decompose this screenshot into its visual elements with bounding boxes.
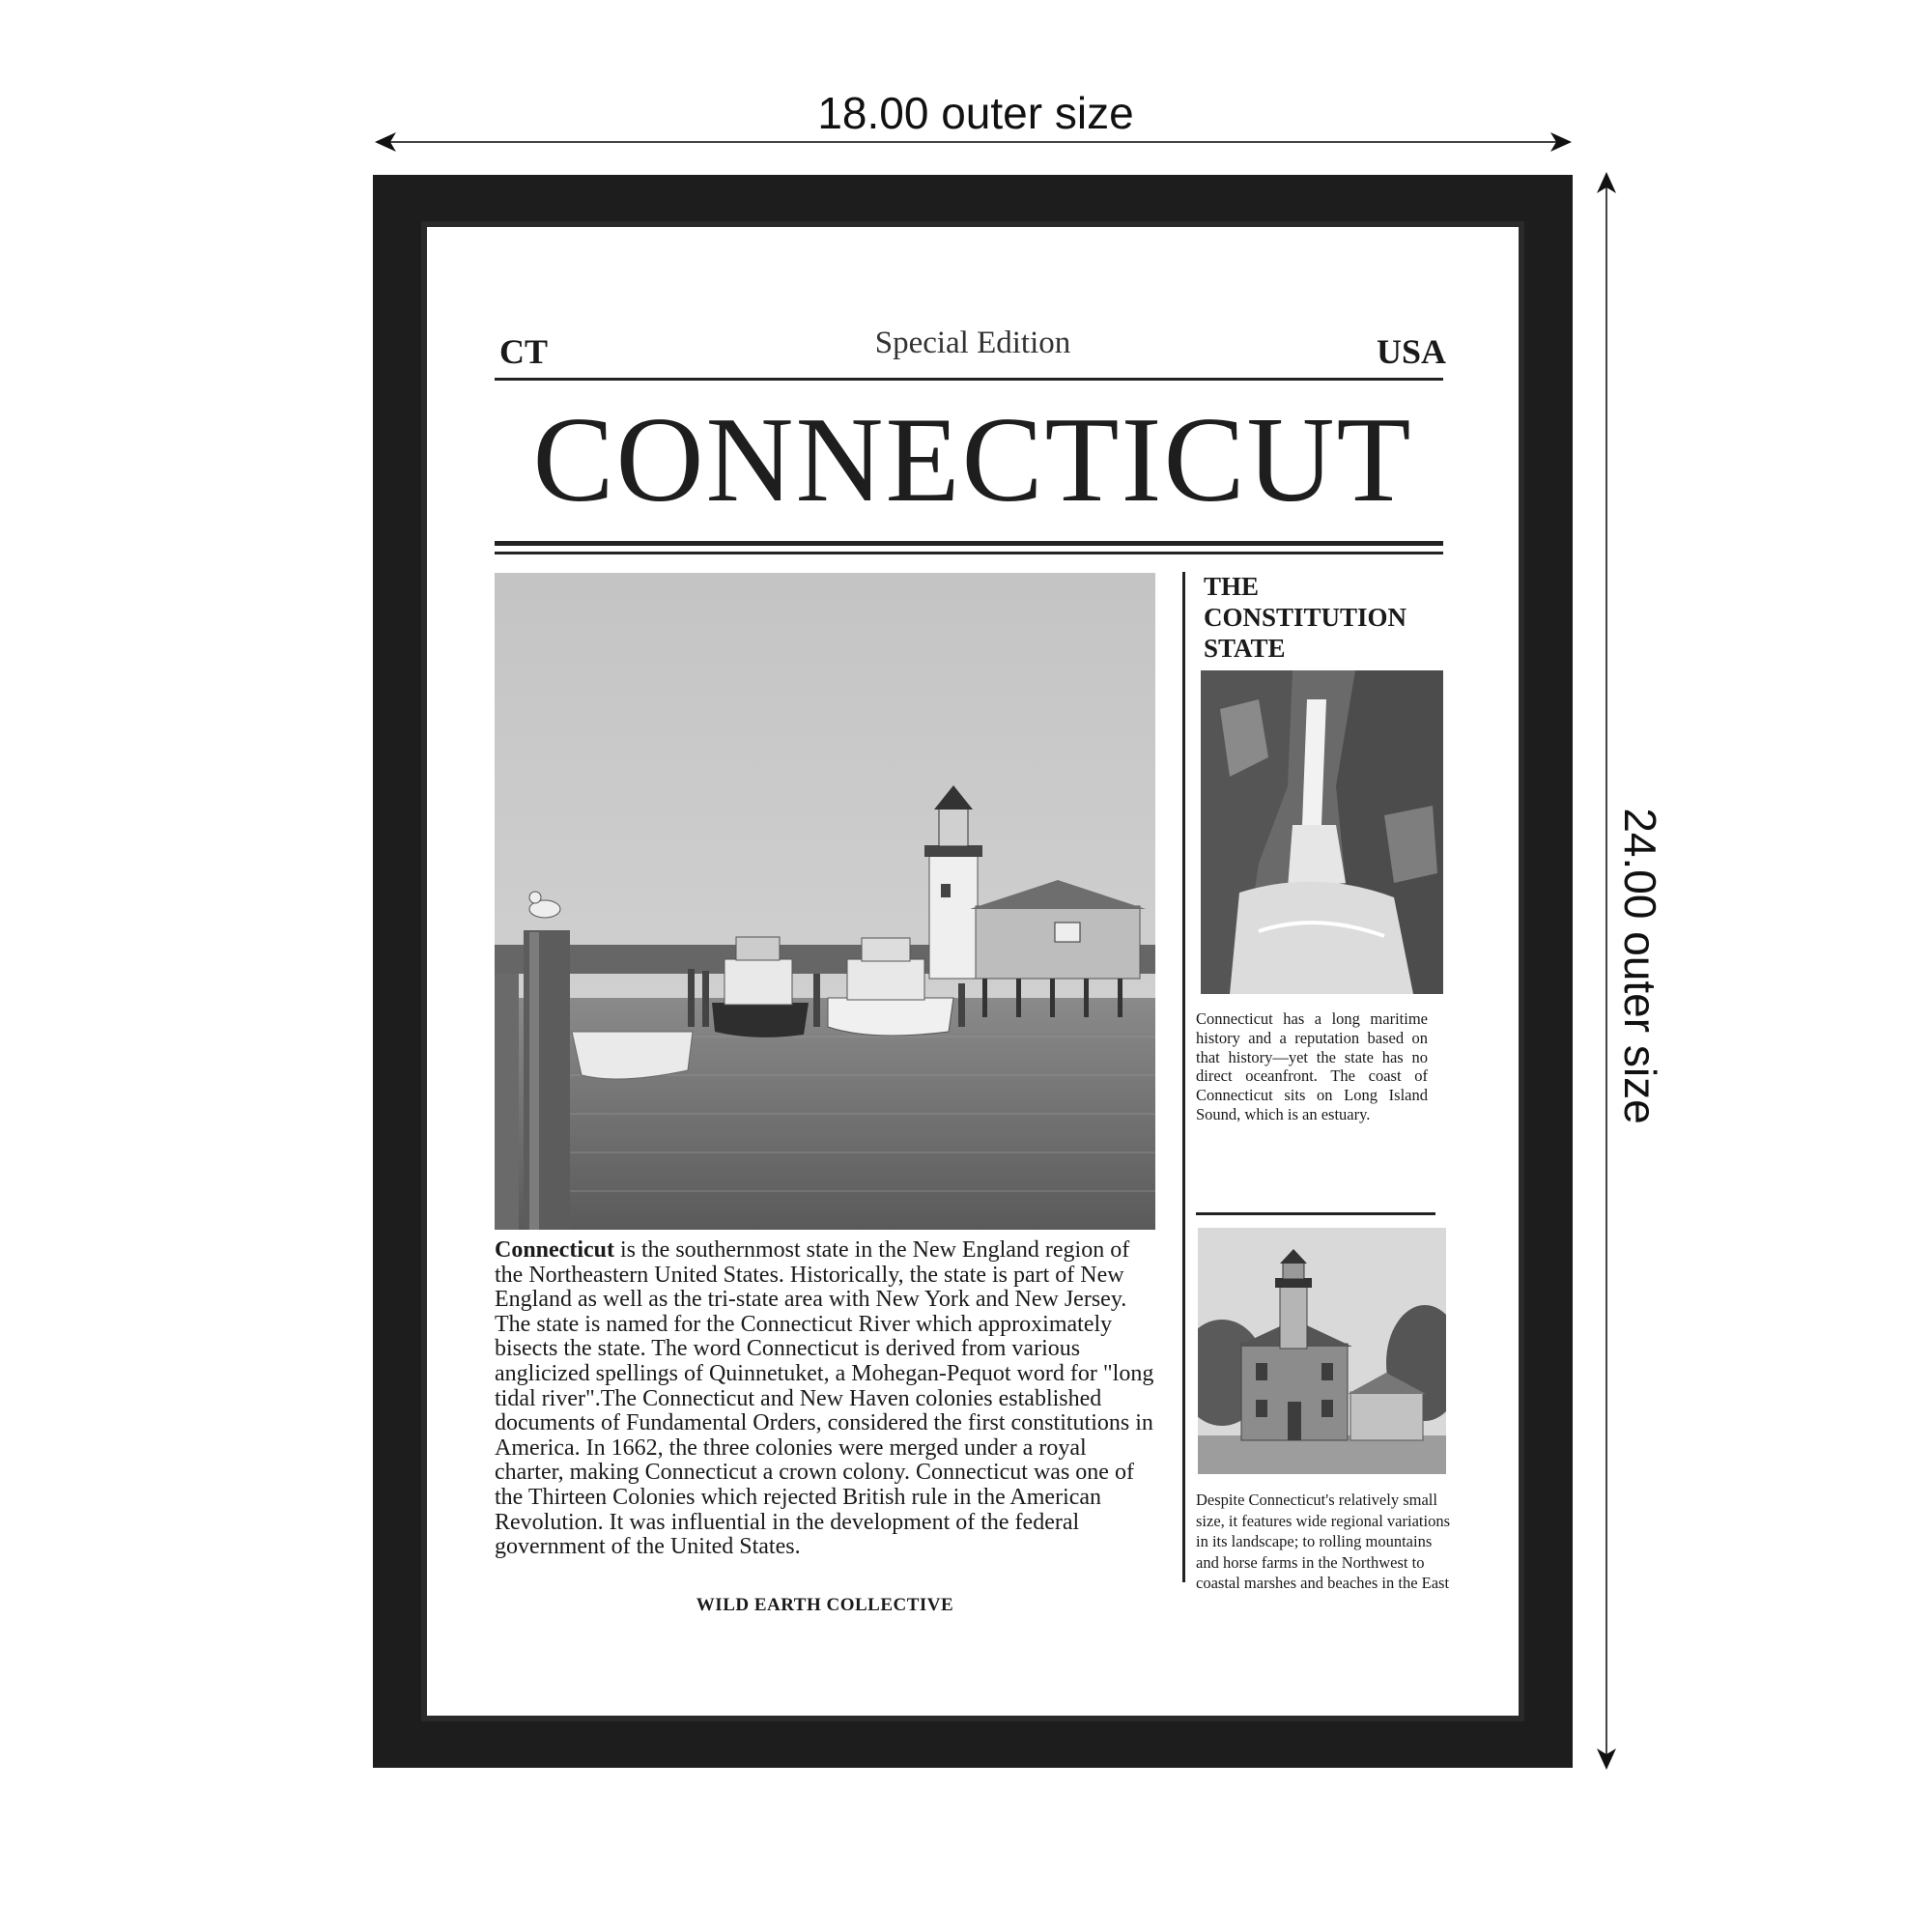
article-lead-word: Connecticut: [495, 1237, 614, 1263]
publisher-credit: WILD EARTH COLLECTIVE: [696, 1595, 954, 1615]
poster-title: CONNECTICUT: [532, 393, 1413, 527]
title-rule-thick: [495, 541, 1443, 546]
sidebar-rule: [1196, 1212, 1435, 1215]
maritime-history-text: Connecticut has a long maritime history and a reputation based on that history—yet the state has no direct oceanfront. The coast of Connecticut sits on Long Island Sound, which is an estuary.: [1196, 1009, 1428, 1123]
width-dimension-label: 18.00 outer size: [817, 88, 1134, 138]
main-article-text: [495, 1238, 1155, 1560]
height-dimension-label: 24.00 outer size: [1615, 808, 1665, 1124]
harbor-lighthouse-photo: [495, 573, 1155, 1230]
article-body: is the southernmost state in the New England region of the Northeastern United States. Historically, the state is part of New England as well as the tri-state area with New York and New Jersey. The state is named for the Connecticut River which approximately bisects the state. The word Connecticut is derived from various anglicized spellings of Quinnetuket, a Mohegan-Pequot word for "long tidal river".The Connecticut and New Haven colonies established documents of Fundamental Orders, considered the first constitutions in America. In 1662, the three colonies were merged under a royal charter, making Connecticut a crown colony. Connecticut was one of the Thirteen Colonies which rejected British rule in the American Revolution. It was influential in the development of the federal government of the United States.: [495, 1237, 1154, 1560]
title-rule-thin: [495, 552, 1443, 554]
picture-frame: [373, 175, 1573, 1768]
poster-paper: [427, 227, 1519, 1716]
sidebar-heading: THE CONSTITUTION STATE: [1204, 572, 1407, 663]
waterfall-photo: [1201, 670, 1443, 994]
stone-lighthouse-photo: [1198, 1228, 1446, 1474]
country-label: USA: [1376, 332, 1446, 371]
landscape-text: Despite Connecticut's relatively small size, it features wide regional variations in its landscape; to rolling mountains and horse farms in the Northwest to coastal marshes and beaches in the East: [1196, 1491, 1450, 1592]
edition-label: Special Edition: [874, 326, 1071, 360]
column-divider: [1182, 572, 1185, 1582]
masthead-rule: [495, 378, 1443, 381]
state-abbreviation: CT: [499, 332, 549, 371]
